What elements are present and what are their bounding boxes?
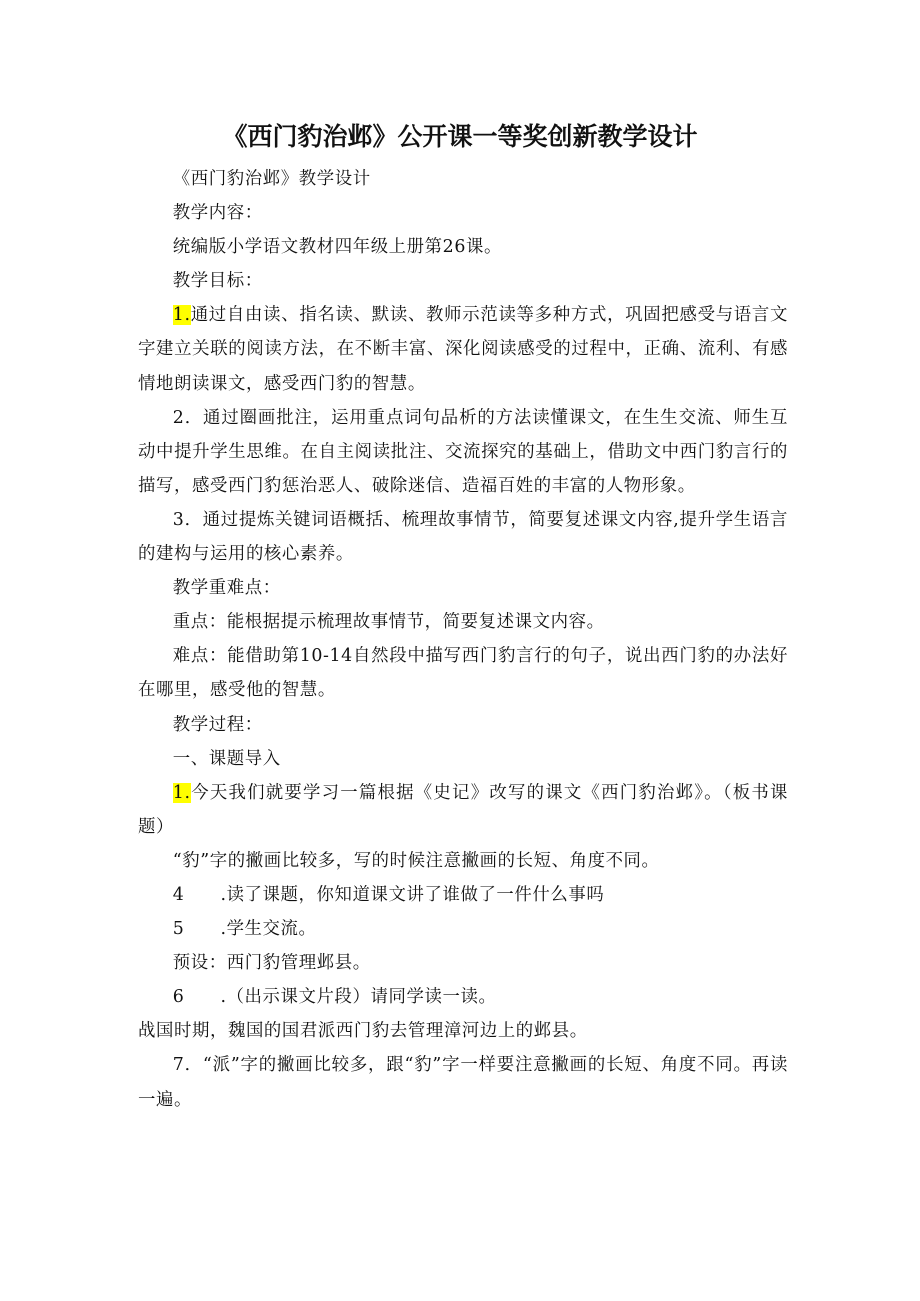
document-body — [138, 162, 788, 1117]
document-title: 《西门豹治邺》公开课一等奖创新教学设计 — [222, 122, 698, 151]
paragraph-step-7: 7．“派”字的撇画比较多，跟“豹”字一样要注意撇画的长短、角度不同。再读一遍。 — [138, 1055, 788, 1110]
paragraph-section-intro: 一、课题导入 — [172, 748, 281, 769]
paragraph-intro-step-1 — [138, 776, 788, 844]
highlighted-number-marker: 1. — [172, 305, 191, 326]
paragraph-goal-2: 2．通过圈画批注，运用重点词句品析的方法读懂课文，在生生交流、师生互动中提升学生思维。在自主阅读批注、交流探究的基础上，借助文中西门豹言行的描写，感受西门豹惩治恶人、破除迷信、造福百姓的丰富的人物形象。 — [138, 407, 788, 496]
paragraph-teaching-content: 统编版小学语文教材四年级上册第26课。 — [172, 237, 502, 258]
paragraph-teaching-process-heading: 教学过程： — [172, 714, 263, 735]
paragraph-bao-character-note: “豹”字的撇画比较多，写的时候注意撇画的长短、角度不同。 — [172, 850, 660, 871]
paragraph-goal-3: 3．通过提炼关键词语概括、梳理故事情节，简要复述课文内容,提升学生语言的建构与运用的核心素养。 — [138, 509, 788, 565]
paragraph-key-points-heading: 教学重难点： — [172, 578, 281, 599]
goal-1-text: 通过自由读、指名读、默读、教师示范读等多种方式，巩固把感受与语言文字建立关联的阅读方法，在不断丰富、深化阅读感受的过程中，正确、流利、有感情地朗读课文，感受西门豹的智慧。 — [138, 305, 788, 394]
paragraph-goal-1 — [138, 298, 788, 400]
paragraph-step-6: 6 .（出示课文片段）请同学读一读。 — [172, 987, 497, 1008]
paragraph-step-4: 4 .读了课题，你知道课文讲了谁做了一件什么事吗 — [172, 884, 605, 905]
paragraph-step-5: 5 .学生交流。 — [172, 919, 317, 940]
highlighted-number-marker: 1. — [172, 782, 191, 803]
intro-step-1-text: 今天我们就要学习一篇根据《史记》改写的课文《西门豹治邺》。（板书课题） — [138, 782, 788, 837]
paragraph-preset-answer: 预设：西门豹管理邺县。 — [172, 953, 371, 974]
paragraph-difficult-point: 难点：能借助第10-14自然段中描写西门豹言行的句子，说出西门豹的办法好在哪里，感受他的智慧。 — [138, 646, 788, 701]
paragraph-subtitle: 《西门豹治邺》教学设计 — [172, 169, 371, 189]
paragraph-teaching-goals-heading: 教学目标： — [172, 271, 263, 292]
paragraph-key-point: 重点：能根据提示梳理故事情节，简要复述课文内容。 — [172, 612, 605, 633]
paragraph-teaching-content-heading: 教学内容： — [172, 203, 263, 224]
paragraph-text-excerpt: 战国时期，魏国的国君派西门豹去管理漳河边上的邺县。 — [138, 1021, 588, 1042]
